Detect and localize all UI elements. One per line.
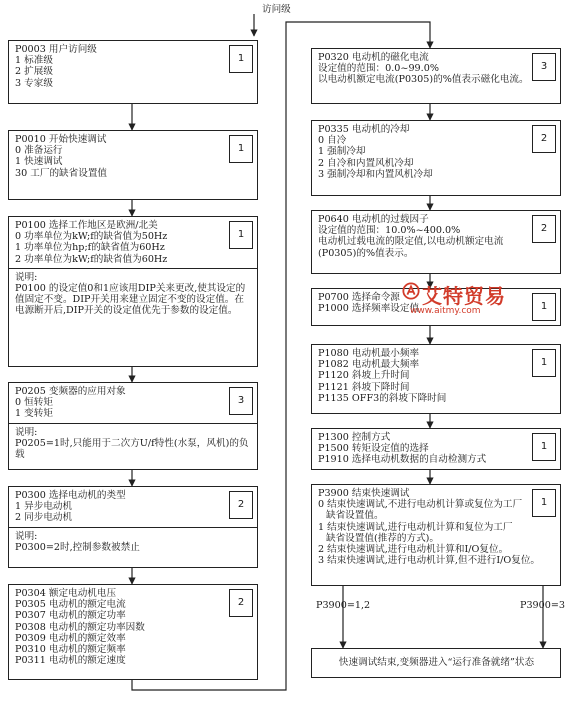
param-line: 1 标准级 xyxy=(15,55,53,67)
level-badge: 1 xyxy=(532,293,556,321)
branch-label-right: P3900=3 xyxy=(520,600,566,611)
param-title: P0320 电动机的磁化电流 xyxy=(318,52,429,63)
param-title: P1300 控制方式 xyxy=(318,432,391,443)
level-badge: 2 xyxy=(229,491,253,519)
param-line: 2 扩展级 xyxy=(15,66,53,78)
level-badge: 1 xyxy=(229,135,253,163)
param-line: 1 强制冷却 xyxy=(318,146,366,158)
param-title: P0205 变频器的应用对象 xyxy=(15,386,126,397)
param-title: 快速调试结束,变频器进入“运行准备就绪”状态 xyxy=(338,657,535,668)
param-line: 2 同步电动机 xyxy=(15,512,73,524)
param-title: P0304 额定电动机电压 xyxy=(15,588,117,599)
note-divider xyxy=(9,268,257,269)
param-box-p1080 xyxy=(311,344,561,414)
param-box-p0010 xyxy=(8,130,258,200)
level-badge: 1 xyxy=(229,221,253,249)
param-box-p1300 xyxy=(311,428,561,470)
param-title: P0300 选择电动机的类型 xyxy=(15,490,126,501)
param-line: 设定值的范围：10.0%~400.0% xyxy=(318,225,461,237)
param-box-p0100 xyxy=(8,216,258,367)
watermark-url: www.aitmy.com xyxy=(410,306,481,316)
branch-label-left: P3900=1,2 xyxy=(316,600,371,611)
param-box-p0320 xyxy=(311,48,561,104)
param-line: 3 结束快速调试,进行电动机计算,但不进行I/O复位。 xyxy=(318,555,541,567)
param-box-p3900 xyxy=(311,484,561,586)
param-line: 1 功率单位为hp;f的缺省值为60Hz xyxy=(15,242,165,254)
param-line: 0 结束快速调试,不进行电动机计算或复位为工厂 xyxy=(318,499,523,511)
param-line: 0 自冷 xyxy=(318,135,347,147)
param-title: P0640 电动机的过载因子 xyxy=(318,214,429,225)
param-box-p0300 xyxy=(8,486,258,568)
param-box-p0640 xyxy=(311,210,561,274)
level-badge: 1 xyxy=(229,45,253,73)
param-line: P1082 电动机最大频率 xyxy=(318,359,420,371)
param-title: P0003 用户访问级 xyxy=(15,44,97,55)
param-line: P0311 电动机的额定速度 xyxy=(15,655,126,667)
param-line: 0 准备运行 xyxy=(15,145,63,157)
note-text: P0100 的设定值0和1应该用DIP关来更改,使其设定的值固定不变。DIP开关用来建立固定不变的设定值。在电源断开后,DIP开关的设定值优先于参数的设定值。 xyxy=(15,283,246,317)
param-line: 3 专家级 xyxy=(15,77,53,89)
level-badge: 2 xyxy=(229,589,253,617)
param-line: P1120 斜坡上升时间 xyxy=(318,370,410,382)
param-title: P0700 选择命令源 xyxy=(318,292,400,303)
param-box-p0205 xyxy=(8,382,258,470)
param-line: 0 功率单位为kW;f的缺省值为50Hz xyxy=(15,231,168,243)
level-badge: 3 xyxy=(532,53,556,81)
note-text: P0205=1时,只能用于二次方U/f特性(水泵，风机)的负载 xyxy=(15,437,249,461)
aitmy-logo-icon xyxy=(402,282,420,300)
param-line: P1135 OFF3的斜坡下降时间 xyxy=(318,392,447,404)
param-line: 以电动机额定电流(P0305)的%值表示磁化电流。 xyxy=(318,74,529,86)
param-line: P0310 电动机的额定频率 xyxy=(15,644,126,656)
param-line: P0308 电动机的额定功率因数 xyxy=(15,621,145,633)
param-line: P1000 选择频率设定值 xyxy=(318,303,420,315)
note-label: 说明: xyxy=(15,530,38,542)
param-line: 1 变转矩 xyxy=(15,408,53,420)
note-label: 说明: xyxy=(15,271,38,283)
param-title: P1080 电动机最小频率 xyxy=(318,348,420,359)
param-line: 1 快速调试 xyxy=(15,156,63,168)
param-line: 30 工厂的缺省设置值 xyxy=(15,167,108,179)
param-line: P1121 斜坡下降时间 xyxy=(318,381,410,393)
param-line: 2 自冷和内置风机冷却 xyxy=(318,157,414,169)
level-badge: 1 xyxy=(532,433,556,461)
entry-label: 访问级 xyxy=(262,4,291,15)
param-line: 0 恒转矩 xyxy=(15,397,53,409)
note-text: P0300=2时,控制参数被禁止 xyxy=(15,541,140,553)
param-box-p0335 xyxy=(311,120,561,196)
param-line: 电动机过载电流的限定值,以电动机额定电流 xyxy=(318,236,504,248)
param-line: 1 结束快速调试,进行电动机计算和复位为工厂 xyxy=(318,521,513,533)
param-line: 设定值的范围：0.0~99.0% xyxy=(318,63,439,75)
watermark-text: 艾特贸易 xyxy=(422,284,506,308)
param-line: 3 强制冷却和内置风机冷却 xyxy=(318,168,433,180)
param-box-final xyxy=(311,648,561,678)
param-line: 2 功率单位为kW;f的缺省值为60Hz xyxy=(15,253,168,265)
param-line: (P0305)的%值表示。 xyxy=(318,247,414,259)
param-line: 缺省设置值。 xyxy=(326,510,384,522)
level-badge: 1 xyxy=(532,489,556,517)
param-line: P1500 转矩设定值的选择 xyxy=(318,443,429,455)
param-box-p0003 xyxy=(8,40,258,104)
param-line: P0305 电动机的额定电流 xyxy=(15,599,126,611)
note-divider xyxy=(9,423,257,424)
param-title: P0010 开始快速调试 xyxy=(15,134,107,145)
param-title: P0335 电动机的冷却 xyxy=(318,124,410,135)
level-badge: 1 xyxy=(532,349,556,377)
param-line: P0309 电动机的额定效率 xyxy=(15,632,126,644)
param-line: 2 结束快速调试,进行电动机计算和I/O复位。 xyxy=(318,544,509,556)
level-badge: 3 xyxy=(229,387,253,415)
level-badge: 2 xyxy=(532,125,556,153)
param-title: P3900 结束快速调试 xyxy=(318,488,410,499)
param-line: P1910 选择电动机数据的自动检测方式 xyxy=(318,454,487,466)
param-line: P0307 电动机的额定功率 xyxy=(15,610,126,622)
note-label: 说明: xyxy=(15,426,38,438)
param-title: P0100 选择工作地区是欧洲/北美 xyxy=(15,220,158,231)
level-badge: 2 xyxy=(532,215,556,243)
param-box-p0304 xyxy=(8,584,258,680)
note-divider xyxy=(9,527,257,528)
param-line: 1 异步电动机 xyxy=(15,501,73,513)
param-line: 缺省设置值(推荐的方式)。 xyxy=(326,532,440,544)
